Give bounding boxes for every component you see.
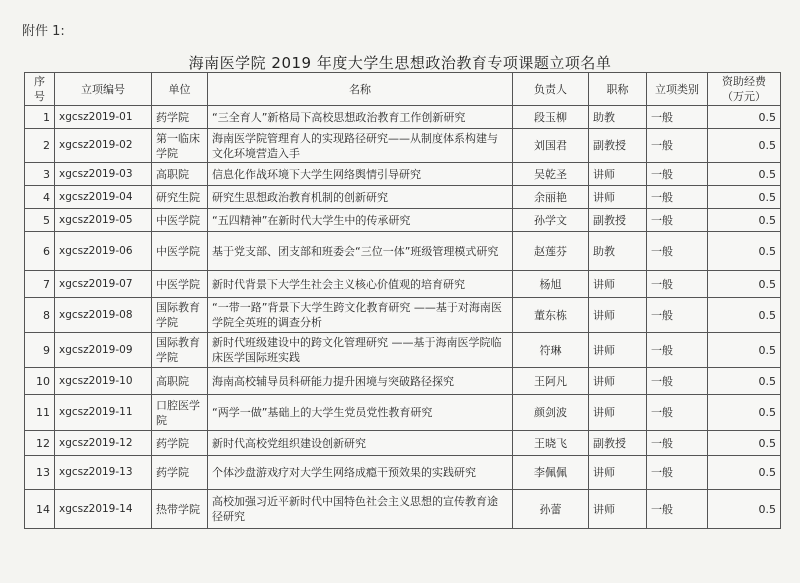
table-row (25, 333, 781, 368)
cell-code: xgcsz2019-07 (55, 271, 152, 298)
cell-code: xgcsz2019-13 (55, 456, 152, 490)
cell-rank: 讲师 (589, 271, 647, 298)
cell-name: “一带一路”背景下大学生跨文化教育研究 ——基于对海南医学院全英班的调查分析 (208, 298, 513, 333)
cell-code: xgcsz2019-06 (55, 232, 152, 271)
cell-leader: 颜剑波 (513, 395, 589, 431)
cell-rank: 助教 (589, 232, 647, 271)
cell-code: xgcsz2019-09 (55, 333, 152, 368)
cell-name: 新时代班级建设中的跨文化管理研究 ——基于海南医学院临床医学国际班实践 (208, 333, 513, 368)
cell-fund: 0.5 (708, 232, 781, 271)
cell-fund: 0.5 (708, 186, 781, 209)
cell-code: xgcsz2019-14 (55, 490, 152, 529)
cell-seq: 13 (25, 456, 55, 490)
cell-code: xgcsz2019-01 (55, 106, 152, 129)
cell-rank: 副教授 (589, 431, 647, 456)
cell-leader: 孙学文 (513, 209, 589, 232)
cell-seq: 8 (25, 298, 55, 333)
cell-rank: 副教授 (589, 209, 647, 232)
header-fund: 资助经费（万元） (708, 73, 781, 106)
cell-leader: 余丽艳 (513, 186, 589, 209)
cell-seq: 11 (25, 395, 55, 431)
cell-code: xgcsz2019-03 (55, 163, 152, 186)
cell-unit: 国际教育学院 (152, 333, 208, 368)
cell-name: 海南高校辅导员科研能力提升困境与突破路径探究 (208, 368, 513, 395)
table-header-row (25, 73, 781, 106)
cell-code: xgcsz2019-04 (55, 186, 152, 209)
cell-category: 一般 (647, 431, 708, 456)
project-table (24, 72, 781, 529)
table-row (25, 209, 781, 232)
cell-fund: 0.5 (708, 163, 781, 186)
cell-rank: 讲师 (589, 298, 647, 333)
cell-name: “两学一做”基础上的大学生党员党性教育研究 (208, 395, 513, 431)
cell-seq: 5 (25, 209, 55, 232)
cell-name: 新时代高校党组织建设创新研究 (208, 431, 513, 456)
cell-leader: 吴乾圣 (513, 163, 589, 186)
cell-unit: 热带学院 (152, 490, 208, 529)
cell-code: xgcsz2019-11 (55, 395, 152, 431)
table-row (25, 163, 781, 186)
cell-fund: 0.5 (708, 271, 781, 298)
cell-fund: 0.5 (708, 333, 781, 368)
cell-seq: 10 (25, 368, 55, 395)
cell-category: 一般 (647, 333, 708, 368)
cell-fund: 0.5 (708, 209, 781, 232)
cell-seq: 12 (25, 431, 55, 456)
cell-unit: 高职院 (152, 163, 208, 186)
cell-seq: 3 (25, 163, 55, 186)
table-row (25, 456, 781, 490)
cell-name: 信息化作战环境下大学生网络舆情引导研究 (208, 163, 513, 186)
cell-fund: 0.5 (708, 456, 781, 490)
cell-category: 一般 (647, 129, 708, 163)
cell-name: 高校加强习近平新时代中国特色社会主义思想的宣传教育途径研究 (208, 490, 513, 529)
cell-leader: 王阿凡 (513, 368, 589, 395)
header-code: 立项编号 (55, 73, 152, 106)
cell-leader: 孙蕾 (513, 490, 589, 529)
cell-unit: 口腔医学院 (152, 395, 208, 431)
cell-unit: 药学院 (152, 431, 208, 456)
cell-unit: 药学院 (152, 456, 208, 490)
cell-unit: 药学院 (152, 106, 208, 129)
cell-fund: 0.5 (708, 368, 781, 395)
cell-seq: 2 (25, 129, 55, 163)
cell-code: xgcsz2019-12 (55, 431, 152, 456)
cell-category: 一般 (647, 186, 708, 209)
cell-fund: 0.5 (708, 106, 781, 129)
cell-unit: 研究生院 (152, 186, 208, 209)
cell-rank: 讲师 (589, 333, 647, 368)
cell-leader: 刘国君 (513, 129, 589, 163)
cell-name: 海南医学院管理育人的实现路径研究——从制度体系构建与文化环境营造入手 (208, 129, 513, 163)
cell-category: 一般 (647, 298, 708, 333)
header-category: 立项类别 (647, 73, 708, 106)
cell-rank: 讲师 (589, 490, 647, 529)
cell-code: xgcsz2019-10 (55, 368, 152, 395)
table-row (25, 298, 781, 333)
cell-category: 一般 (647, 456, 708, 490)
cell-rank: 讲师 (589, 163, 647, 186)
cell-rank: 助教 (589, 106, 647, 129)
document-title: 海南医学院 2019 年度大学生思想政治教育专项课题立项名单 (188, 54, 612, 72)
cell-leader: 王晓飞 (513, 431, 589, 456)
header-name: 名称 (208, 73, 513, 106)
header-seq: 序号 (25, 73, 55, 106)
cell-fund: 0.5 (708, 490, 781, 529)
cell-category: 一般 (647, 368, 708, 395)
cell-code: xgcsz2019-05 (55, 209, 152, 232)
cell-seq: 1 (25, 106, 55, 129)
cell-category: 一般 (647, 232, 708, 271)
cell-name: 基于党支部、团支部和班委会“三位一体”班级管理模式研究 (208, 232, 513, 271)
cell-seq: 7 (25, 271, 55, 298)
cell-rank: 讲师 (589, 186, 647, 209)
cell-leader: 李佩佩 (513, 456, 589, 490)
cell-unit: 中医学院 (152, 209, 208, 232)
cell-rank: 讲师 (589, 395, 647, 431)
cell-leader: 赵莲芬 (513, 232, 589, 271)
cell-unit: 高职院 (152, 368, 208, 395)
cell-fund: 0.5 (708, 431, 781, 456)
table-row (25, 106, 781, 129)
cell-rank: 讲师 (589, 456, 647, 490)
cell-category: 一般 (647, 163, 708, 186)
cell-fund: 0.5 (708, 298, 781, 333)
table-row (25, 490, 781, 529)
cell-leader: 董东栋 (513, 298, 589, 333)
table-row (25, 232, 781, 271)
table-row (25, 395, 781, 431)
header-rank: 职称 (589, 73, 647, 106)
cell-category: 一般 (647, 271, 708, 298)
cell-seq: 6 (25, 232, 55, 271)
header-leader: 负责人 (513, 73, 589, 106)
cell-unit: 中医学院 (152, 271, 208, 298)
cell-leader: 杨旭 (513, 271, 589, 298)
header-unit: 单位 (152, 73, 208, 106)
cell-fund: 0.5 (708, 129, 781, 163)
table-row (25, 431, 781, 456)
cell-name: 个体沙盘游戏疗对大学生网络成瘾干预效果的实践研究 (208, 456, 513, 490)
cell-seq: 4 (25, 186, 55, 209)
cell-leader: 段玉柳 (513, 106, 589, 129)
attachment-label: 附件 1: (22, 24, 65, 39)
cell-fund: 0.5 (708, 395, 781, 431)
cell-unit: 中医学院 (152, 232, 208, 271)
cell-code: xgcsz2019-08 (55, 298, 152, 333)
table-row (25, 186, 781, 209)
table-body (25, 106, 781, 529)
cell-category: 一般 (647, 209, 708, 232)
table-row (25, 129, 781, 163)
cell-seq: 14 (25, 490, 55, 529)
cell-name: “五四精神”在新时代大学生中的传承研究 (208, 209, 513, 232)
cell-category: 一般 (647, 106, 708, 129)
cell-name: “三全育人”新格局下高校思想政治教育工作创新研究 (208, 106, 513, 129)
cell-category: 一般 (647, 490, 708, 529)
cell-name: 研究生思想政治教育机制的创新研究 (208, 186, 513, 209)
table-row (25, 271, 781, 298)
cell-unit: 国际教育学院 (152, 298, 208, 333)
cell-unit: 第一临床学院 (152, 129, 208, 163)
cell-seq: 9 (25, 333, 55, 368)
cell-code: xgcsz2019-02 (55, 129, 152, 163)
cell-name: 新时代背景下大学生社会主义核心价值观的培育研究 (208, 271, 513, 298)
cell-category: 一般 (647, 395, 708, 431)
cell-rank: 副教授 (589, 129, 647, 163)
table-row (25, 368, 781, 395)
cell-rank: 讲师 (589, 368, 647, 395)
cell-leader: 符琳 (513, 333, 589, 368)
